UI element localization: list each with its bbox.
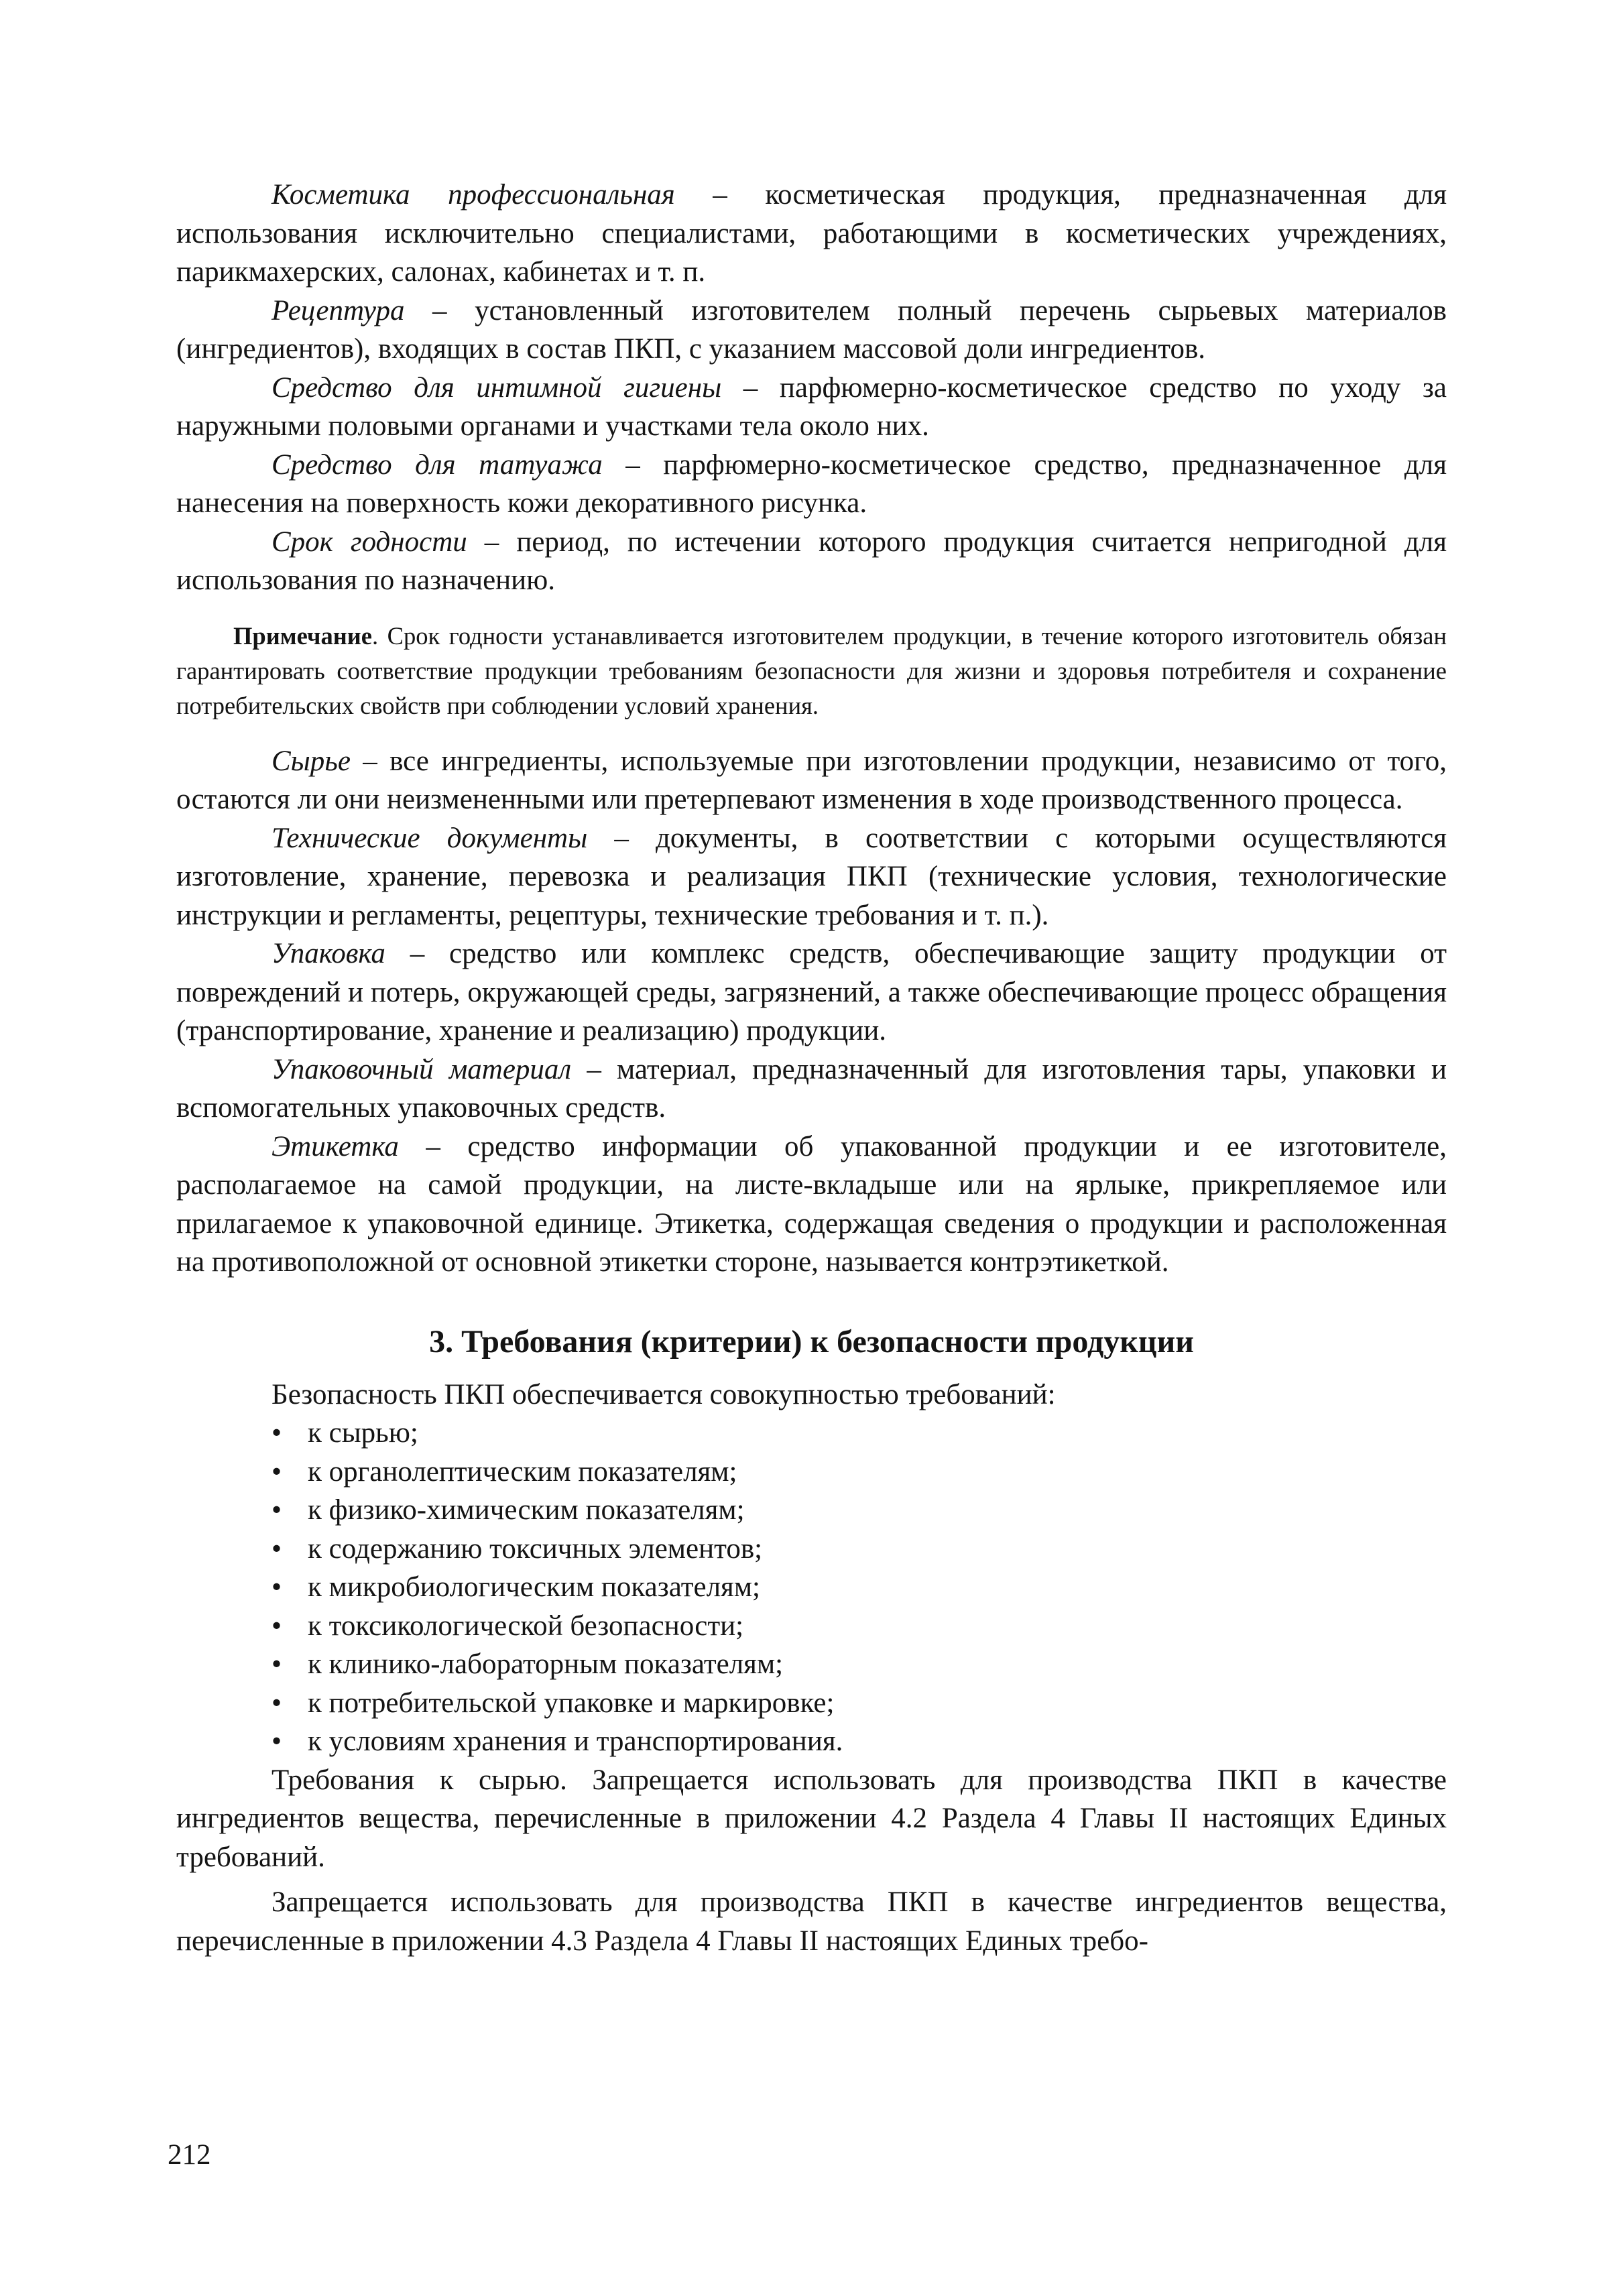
definition-text: – средство информации об упакованной продукции и ее изготовителе, располагаемое на самой продукции, на листе-вкладыше или на ярлыке, прикрепляемое или прилагаемое к упаковочной единице. Этикетка, содержащая сведения о продукции и расположенная на противоположной от основной этикетки стороне, называется контрэтикеткой. xyxy=(176,1130,1447,1278)
definition-term: Средство для интимной гигиены xyxy=(272,371,722,404)
definition-text: – парфюмерно-косметическое средство по уходу за наружными половыми органами и участками тела около них. xyxy=(176,371,1447,442)
definition-text: – косметическая продукция, предназначенная для использования исключительно специалистами, работающими в косметических учреждениях, парикмахерских, салонах, кабинетах и т. п. xyxy=(176,179,1447,288)
definition-term: Этикетка xyxy=(272,1130,399,1162)
definition-text: – период, по истечении которого продукция считается непригодной для использования по назначению. xyxy=(176,526,1447,596)
list-item xyxy=(176,1530,1447,1569)
bullet-icon: • xyxy=(272,1610,282,1642)
list-item xyxy=(176,1568,1447,1607)
bullet-icon: • xyxy=(272,1494,282,1526)
note-text: . Срок годности устанавливается изготовителем продукции, в течение которого изготовитель обязан гарантировать соответствие продукции требованиям безопасности для жизни и здоровья потребителя и сохранение потребительских свойств при соблюдении условий хранения. xyxy=(176,621,1447,719)
definition-term: Сырье xyxy=(272,745,351,777)
body-paragraph: Запрещается использовать для производства ПКП в качестве ингредиентов вещества, перечисленные в приложении 4.3 Раздела 4 Главы II настоящих Единых требо- xyxy=(176,1886,1447,1957)
definition-term: Упаковка xyxy=(272,938,385,969)
bullet-icon: • xyxy=(272,1532,282,1565)
definition-paragraph xyxy=(176,934,1447,1050)
list-item-text: к микробиологическим показателям; xyxy=(308,1571,760,1603)
bullet-icon: • xyxy=(272,1455,282,1488)
list-item-text: к клинико-лабораторным показателям; xyxy=(308,1648,784,1680)
definition-text: – материал, предназначенный для изготовления тары, упаковки и вспомогательных упаковочных средств. xyxy=(176,1053,1447,1124)
definition-term: Косметика профессиональная xyxy=(272,179,675,210)
definition-paragraph xyxy=(176,819,1447,935)
definition-text: – все ингредиенты, используемые при изготовлении продукции, независимо от того, остаются ли они неизмененными или претерпевают изменения в ходе производственного процесса. xyxy=(176,745,1447,815)
list-item xyxy=(176,1684,1447,1723)
definition-term: Упаковочный материал xyxy=(272,1053,572,1085)
list-item xyxy=(176,1607,1447,1646)
definition-paragraph xyxy=(176,742,1447,819)
list-item-text: к физико-химическим показателям; xyxy=(308,1494,745,1526)
definition-paragraph xyxy=(176,446,1447,523)
definition-paragraph xyxy=(176,523,1447,600)
page-number: 212 xyxy=(168,2139,211,2171)
definition-paragraph xyxy=(176,1050,1447,1128)
definition-paragraph xyxy=(176,369,1447,446)
section-heading: 3. Требования (критерии) к безопасности продукции xyxy=(429,1323,1194,1360)
list-item-text: к содержанию токсичных элементов; xyxy=(308,1532,763,1565)
definition-paragraph xyxy=(176,1128,1447,1282)
definition-text: – установленный изготовителем полный перечень сырьевых материалов (ингредиентов), входящих в состав ПКП, с указанием массовой доли ингредиентов. xyxy=(176,294,1447,365)
definition-paragraph xyxy=(176,292,1447,369)
list-item-text: к сырью; xyxy=(308,1417,418,1449)
definition-paragraph xyxy=(176,176,1447,292)
definition-term: Срок годности xyxy=(272,526,467,558)
note-label: Примечание xyxy=(233,621,372,650)
definition-text: – средство или комплекс средств, обеспечивающие защиту продукции от повреждений и потерь, окружающей среды, загрязнений, а также обеспечивающие процесс обращения (транспортирование, хранение и реализацию) продукции. xyxy=(176,938,1447,1046)
list-item xyxy=(176,1722,1447,1761)
bullet-icon: • xyxy=(272,1417,282,1449)
bullet-icon: • xyxy=(272,1687,282,1719)
requirements-list xyxy=(176,1414,1447,1761)
note-block xyxy=(176,619,1447,723)
list-item-text: к органолептическим показателям; xyxy=(308,1455,737,1488)
body-paragraph: Требования к сырью. Запрещается использовать для производства ПКП в качестве ингредиентов вещества, перечисленные в приложении 4.2 Раздела 4 Главы II настоящих Единых требований. xyxy=(176,1764,1447,1873)
bullet-icon: • xyxy=(272,1648,282,1680)
bullet-icon: • xyxy=(272,1571,282,1603)
section-intro: Безопасность ПКП обеспечивается совокупностью требований: xyxy=(272,1378,1056,1410)
definition-text: – документы, в соответствии с которыми осуществляются изготовление, хранение, перевозка и реализация ПКП (технические условия, технологические инструкции и регламенты, рецептуры, технические требования и т. п.). xyxy=(176,822,1447,931)
list-item xyxy=(176,1453,1447,1492)
definition-term: Средство для татуажа xyxy=(272,448,603,481)
list-item-text: к потребительской упаковке и маркировке; xyxy=(308,1687,835,1719)
definition-term: Рецептура xyxy=(272,294,405,326)
list-item xyxy=(176,1414,1447,1453)
definition-term: Технические документы xyxy=(272,822,588,854)
list-item-text: к токсикологической безопасности; xyxy=(308,1610,744,1642)
list-item-text: к условиям хранения и транспортирования. xyxy=(308,1726,843,1757)
list-item xyxy=(176,1645,1447,1684)
list-item xyxy=(176,1491,1447,1530)
definition-text: – парфюмерно-косметическое средство, предназначенное для нанесения на поверхность кожи декоративного рисунка. xyxy=(176,448,1447,519)
page-body xyxy=(176,176,1447,1960)
bullet-icon: • xyxy=(272,1726,282,1757)
